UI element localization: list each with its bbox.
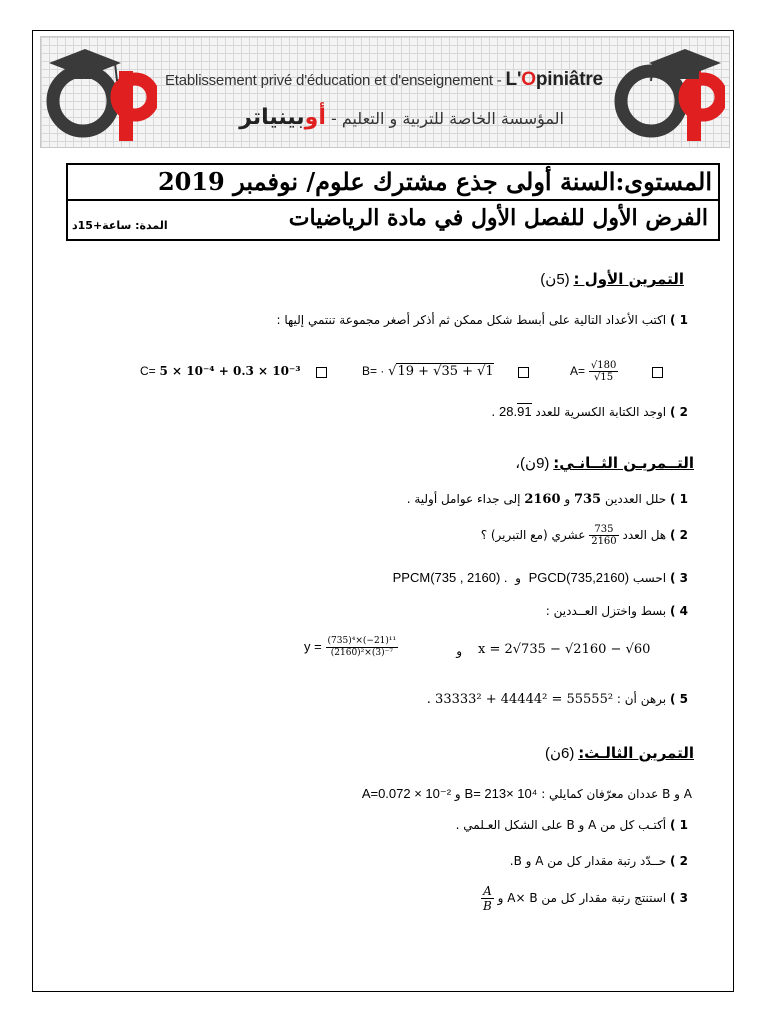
question-text-end: إلى جداء عوامل أولية . (406, 492, 521, 506)
school-logo-right (613, 41, 725, 145)
sentence-end: . (491, 405, 496, 419)
exercise3-q3 (481, 884, 688, 913)
ppcm-expression: PPCM(735 , 2160) . (392, 570, 508, 585)
number-2160: 2160 (524, 492, 561, 507)
proof-equation: . 33333² + 44444² = 55555² (426, 692, 614, 707)
exercise2-q1 (407, 492, 688, 507)
exercise1-q1 (276, 313, 688, 327)
question-text-end: عشري (مع التبرير) ؟ (480, 528, 586, 542)
brand-ar-a: أو (304, 105, 326, 130)
expression-b-radicand: 19 + √35 + √1 (397, 364, 494, 379)
question-number: 1 ) (669, 818, 688, 832)
question-text: أكتـب كل من A و B على الشكل العـلمي . (455, 818, 667, 832)
expression-y-numerator: (735)⁴×(−21)¹¹ (327, 636, 397, 646)
expression-b (362, 364, 494, 379)
decimal-integer-part: 28. (499, 404, 518, 419)
question-number: 1 ) (669, 313, 688, 327)
school-logo-left (45, 41, 157, 145)
expression-a-denominator: √15 (594, 372, 614, 383)
conjunction: و (515, 571, 521, 585)
checkbox-c[interactable] (316, 367, 327, 378)
exercise2-q4 (546, 604, 688, 618)
pgcd-expression: PGCD(735,2160) (528, 570, 630, 585)
expression-c (140, 364, 301, 378)
exam-title: الفرض الأول للفصل الأول في مادة الرياضيات (288, 205, 708, 231)
expression-y (304, 636, 398, 659)
brand-o: O (521, 69, 536, 90)
question-text: برهن أن : (616, 692, 667, 706)
expression-c-value: 5 × 10⁻⁴ + 0.3 × 10⁻³ (159, 364, 301, 378)
definition-b: B= 213× 10⁴ (464, 786, 538, 801)
fraction-denominator: 2160 (591, 536, 617, 547)
exercise1-title: التمرين الأول : (573, 270, 684, 288)
brand-name-french (506, 69, 603, 90)
conjunction: و (456, 644, 462, 658)
expression-y-fraction (326, 636, 399, 659)
conjunction: و (454, 787, 461, 801)
question-number: 4 ) (669, 604, 688, 618)
checkbox-a[interactable] (652, 367, 663, 378)
exercise2-title: التــمريـن الثــانـي: (553, 454, 694, 472)
school-name-french-text: Etablissement privé d'éducation et d'enseignement - (165, 72, 502, 89)
expression-b-label: B= · (362, 364, 385, 378)
school-name-arabic-text: المؤسسة الخاصة للتربية و التعليم - (330, 109, 564, 128)
exercise1-heading (540, 270, 684, 288)
exercise1-points: (5ن) (540, 271, 570, 288)
fraction-735-2160 (589, 524, 618, 547)
expression-a-fraction (589, 360, 618, 383)
checkbox-b[interactable] (518, 367, 529, 378)
exercise3-q2 (510, 854, 688, 868)
fraction-numerator: A (481, 884, 494, 899)
exercise3-q1 (456, 818, 688, 832)
question-number: 2 ) (669, 854, 688, 868)
level-text: المستوى:السنة أولى جذع مشترك علوم/ نوفمبر 2019 (157, 167, 712, 196)
question-text: حلل العددين (604, 492, 667, 506)
question-number: 3 ) (669, 571, 688, 585)
fraction-denominator: B (483, 899, 492, 913)
brand-prefix: L' (505, 69, 522, 90)
expression-a-label: A= (570, 364, 586, 378)
exercise2-points: (9ن)، (515, 455, 550, 472)
number-735: 735 (573, 492, 602, 507)
question-text: اكتب الأعداد التالية على أبسط شكل ممكن ثم أذكر أصغر مجموعة تنتمي إليها : (276, 313, 667, 327)
brand-rest: piniâtre (535, 69, 603, 90)
exercise2-q3 (393, 570, 688, 585)
exercise3-intro (362, 786, 692, 802)
expression-y-label: y = (304, 639, 322, 654)
definition-a: A=0.072 × 10⁻² (361, 786, 452, 801)
expression-c-label: C= (140, 364, 156, 378)
exercise3-points: (6ن) (545, 745, 575, 762)
question-number: 1 ) (669, 492, 688, 506)
exercise1-q2 (491, 404, 688, 419)
decimal-repeating-part: 91 (517, 404, 532, 419)
question-text: اوجد الكتابة الكسرية للعدد (535, 405, 667, 419)
exercise2-heading (515, 454, 694, 472)
question-text: بسط واختزل العــددين : (545, 604, 667, 618)
exercise2-q2 (481, 524, 688, 547)
expression-a-numerator: √180 (590, 360, 617, 371)
question-text: هل العدد (622, 528, 667, 542)
question-text: احسب (632, 571, 667, 585)
brand-name-arabic (239, 105, 326, 130)
question-number: 3 ) (669, 891, 688, 905)
exercise2-q5 (427, 692, 688, 707)
fraction-numerator: 735 (589, 524, 618, 536)
expression-b-value: √19 + √35 + √1 (388, 364, 494, 379)
exercise3-title: التمرين الثالـث: (578, 744, 694, 762)
question-number: 5 ) (669, 692, 688, 706)
question-text: استنتج رتبة مقدار كل من A× B و (497, 891, 667, 905)
question-text: حــدّد رتبة مقدار كل من A و B. (509, 854, 667, 868)
exercise3-heading (545, 744, 694, 762)
repeating-decimal (499, 403, 532, 419)
school-header-banner (40, 36, 730, 148)
exam-title-box (66, 201, 720, 241)
question-number: 2 ) (669, 405, 688, 419)
expression-x: x = 2√735 − √2160 − √60 (478, 642, 651, 657)
level-box (66, 163, 720, 201)
question-number: 2 ) (669, 528, 688, 542)
school-name-french (165, 69, 603, 91)
brand-ar-rest: بينياتر (239, 105, 305, 130)
expression-a (570, 360, 618, 383)
exam-duration: المدة: ساعة+15د (72, 219, 168, 232)
expression-y-denominator: (2160)²×(3)⁻⁷ (330, 648, 393, 658)
intro-text: A و B عددان معرّفان كمايلي : (541, 787, 692, 801)
school-name-arabic (239, 105, 564, 130)
fraction-a-over-b (481, 884, 494, 913)
conjunction: و (564, 492, 571, 506)
